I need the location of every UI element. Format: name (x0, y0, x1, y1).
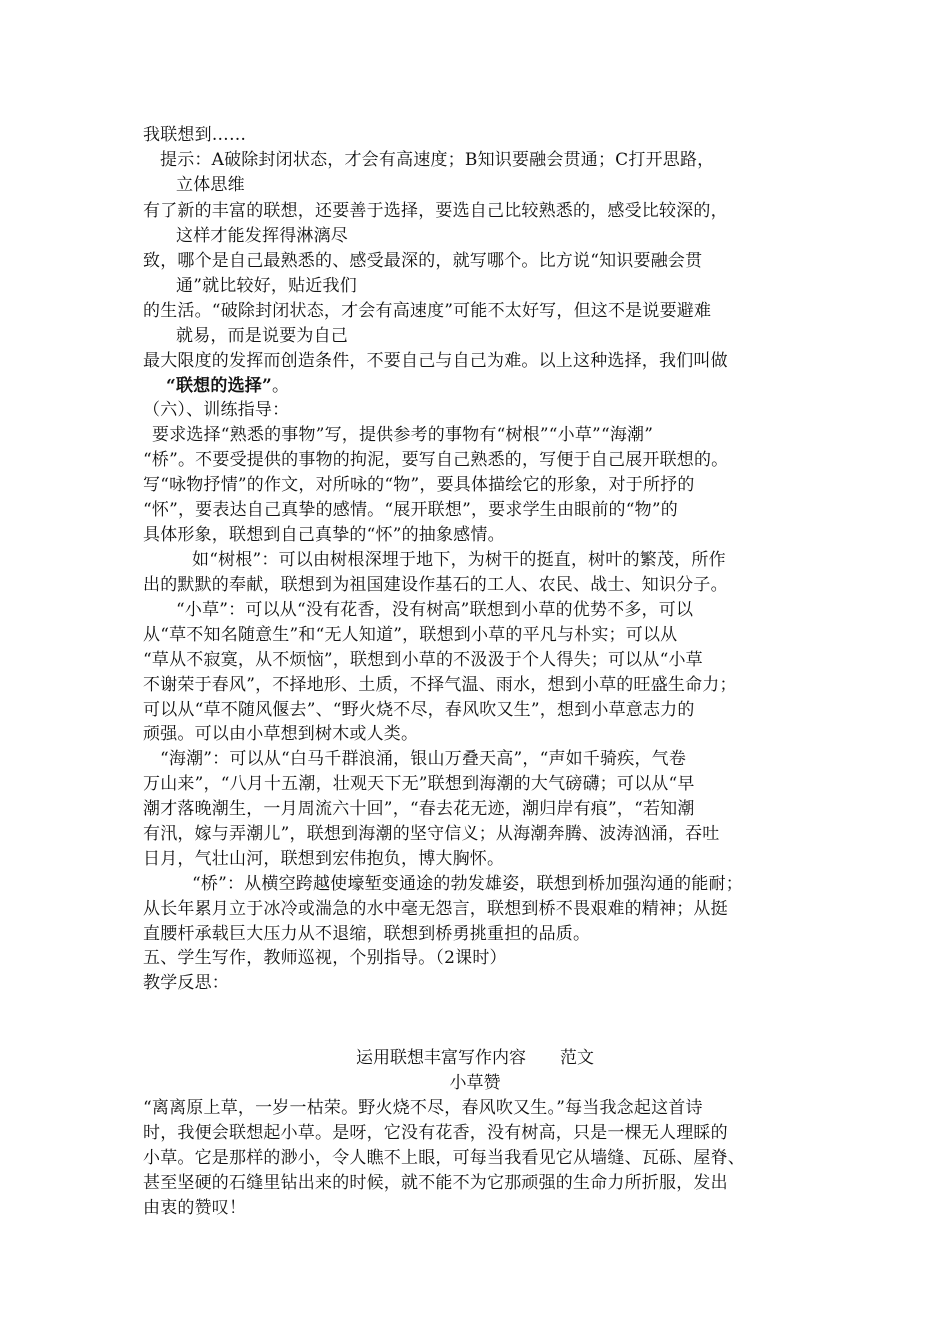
text-line: 具体形象，联想到自己真挚的“怀”的抽象感情。 (143, 525, 505, 545)
text-line: “草从不寂寞，从不烦恼”，联想到小草的不汲汲于个人得失；可以从“小草 (143, 650, 703, 670)
essay-line: 甚至坚硬的石缝里钻出来的时候，就不能不为它那顽强的生命力所折服，发出 (143, 1173, 728, 1193)
text-line: 通”就比较好，贴近我们 (176, 276, 357, 296)
text-line: 顽强。可以由小草想到树木或人类。 (143, 724, 419, 744)
text-line: 我联想到…… (143, 125, 247, 145)
essay-title: 运用联想丰富写作内容 范文 (356, 1048, 594, 1068)
text-line: 日月，气壮山河，联想到宏伟抱负，博大胸怀。 (143, 849, 505, 869)
text-line: 可以从“草不随风偃去”、“野火烧不尽，春风吹又生”，想到小草意志力的 (143, 700, 695, 720)
text-line: 教学反思： (143, 973, 229, 993)
text-line: 写“咏物抒情”的作文，对所咏的“物”，要具体描绘它的形象，对于所抒的 (143, 475, 695, 495)
essay-line: 由衷的赞叹！ (143, 1198, 247, 1218)
essay-subtitle: 小草赞 (449, 1073, 501, 1093)
text-line: 出的默默的奉献，联想到为祖国建设作基石的工人、农民、战士、知识分子。 (143, 575, 728, 595)
text-line: 直腰杆承载巨大压力从不退缩，联想到桥勇挑重担的品质。 (143, 924, 591, 944)
text-line: 的生活。“破除封闭状态，才会有高速度”可能不太好写，但这不是说要避难 (143, 301, 712, 321)
text-line: 有汛，嫁与弄潮儿”，联想到海潮的坚守信义；从海潮奔腾、波涛汹涌，吞吐 (143, 824, 720, 844)
text-line (166, 374, 289, 398)
text-line: 如“树根”：可以由树根深埋于地下，为树干的挺直，树叶的繁茂，所作 (192, 550, 726, 570)
text-line: “桥”：从横空跨越使壕堑变通途的勃发雄姿，联想到桥加强沟通的能耐； (192, 874, 743, 894)
text-line: 不谢荣于春风”，不择地形、土质，不择气温、雨水，想到小草的旺盛生命力； (143, 675, 737, 695)
text-line: 这样才能发挥得淋漓尽 (176, 226, 348, 246)
text-line: 从“草不知名随意生”和“无人知道”，联想到小草的平凡与朴实；可以从 (143, 625, 678, 645)
text-line: 潮才落晚潮生，一月周流六十回”，“春去花无迹，潮归岸有痕”，“若知潮 (143, 799, 695, 819)
section-heading: （六）、训练指导： (143, 400, 290, 420)
text-line: 从长年累月立于冰冷或湍急的水中毫无怨言，联想到桥不畏艰难的精神；从挺 (143, 899, 728, 919)
text-line: 提示：A破除封闭状态，才会有高速度；B知识要融会贯通；C打开思路， (160, 150, 715, 170)
text-line: “怀”，要表达自己真挚的感情。“展开联想”，要求学生由眼前的“物”的 (143, 500, 678, 520)
text-line: “小草”：可以从“没有花香，没有树高”联想到小草的优势不多，可以 (176, 600, 694, 620)
text-line: 万山来”，“八月十五潮，壮观天下无”联想到海潮的大气磅礴；可以从“早 (143, 774, 695, 794)
text-line: 五、学生写作，教师巡视，个别指导。（2课时） (143, 948, 507, 968)
text-line: 有了新的丰富的联想，还要善于选择，要选自己比较熟悉的，感受比较深的， (143, 201, 728, 221)
text-line: “桥”。不要受提供的事物的拘泥，要写自己熟悉的，写便于自己展开联想的。 (143, 450, 729, 470)
essay-line: 时，我便会联想起小草。是呀，它没有花香，没有树高，只是一棵无人理睬的 (143, 1123, 728, 1143)
essay-line: “离离原上草，一岁一枯荣。野火烧不尽，春风吹又生。”每当我念起这首诗 (143, 1098, 703, 1118)
text-line: “海潮”：可以从“白马千群浪涌，银山万叠天高”，“声如千骑疾，气卷 (160, 749, 687, 769)
essay-line: 小草。它是那样的渺小，令人瞧不上眼，可每当我看见它从墙缝、瓦砾、屋脊、 (143, 1148, 745, 1168)
text-tail: 。 (271, 376, 290, 396)
text-line: 立体思维 (176, 175, 245, 195)
text-line: 致，哪个是自己最熟悉的、感受最深的，就写哪个。比方说“知识要融会贯 (143, 251, 703, 271)
text-line: 最大限度的发挥而创造条件，不要自己与自己为难。以上这种选择，我们叫做 (143, 351, 728, 371)
bold-term: “联想的选择” (166, 376, 272, 396)
text-line: 就易，而是说要为自己 (176, 326, 348, 346)
text-line: 要求选择“熟悉的事物”写，提供参考的事物有“树根”“小草”“海潮” (152, 425, 654, 445)
